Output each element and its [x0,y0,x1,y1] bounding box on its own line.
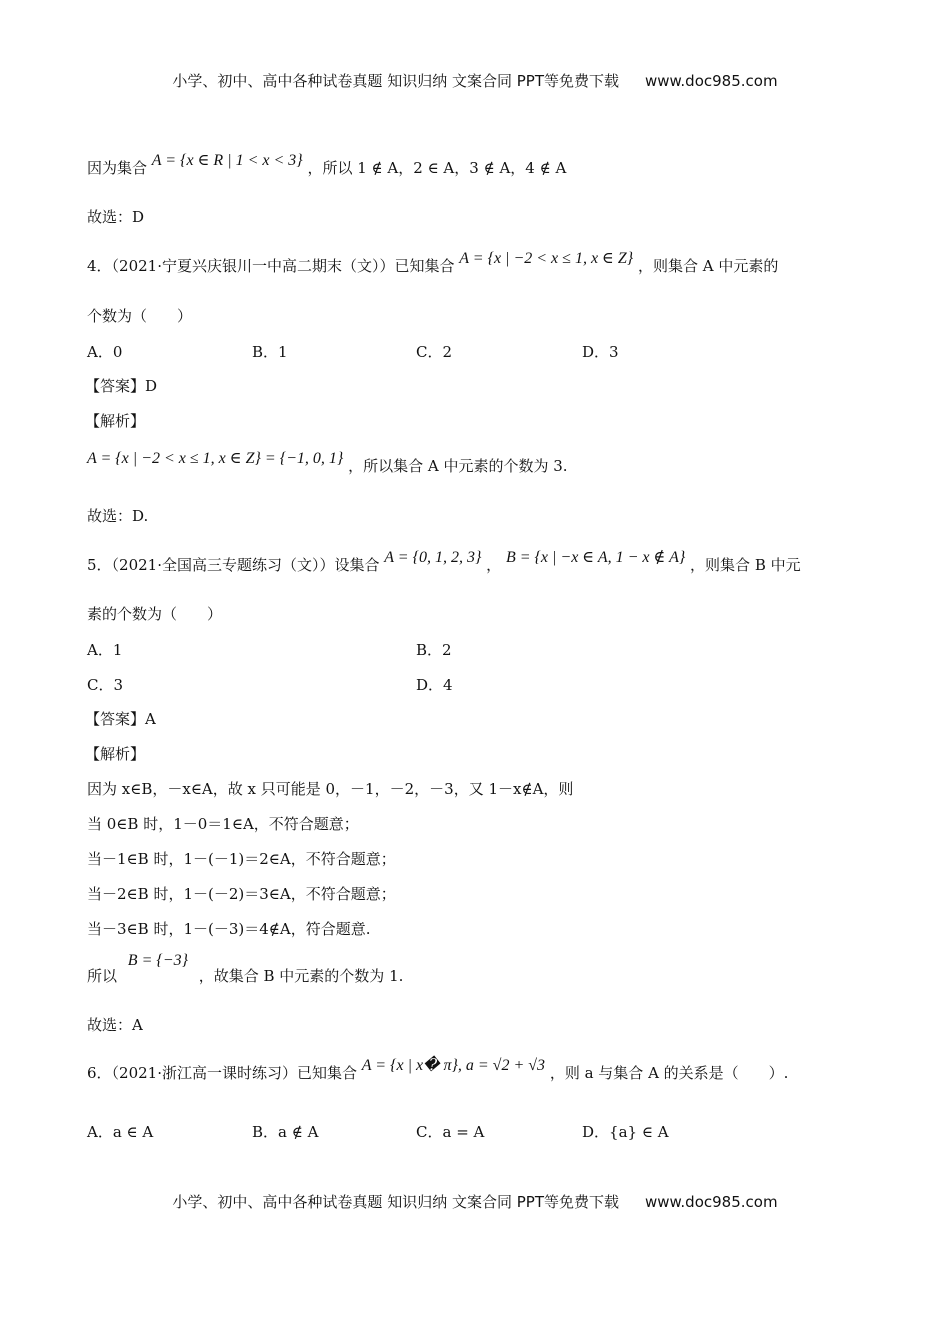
page-footer [0,1191,950,1212]
q5-analysis-line: 当－1∈B 时，1－(－1)＝2∈A，不符合题意； [87,850,396,868]
q4-choice: 故选：D. [87,507,149,525]
text: 4．（2021·宁夏兴庆银川一中高二期末（文））已知集合 [87,257,455,275]
set-formula: A = {x ∈ R | 1 < x < 3} [151,152,303,169]
text: 因为集合 [87,159,148,177]
set-formula: B = {−3} [127,952,188,969]
text: ，所以集合 A 中元素的个数为 3. [348,457,568,475]
header-text: 小学、初中、高中各种试卷真题 知识归纳 文案合同 PPT等免费下载 [172,72,619,90]
text: ，则集合 B 中元 [690,556,801,574]
text: ，则 a 与集合 A 的关系是（ ）. [549,1064,789,1082]
q3-explanation-line [87,152,567,179]
text: 6．（2021·浙江高一课时练习）已知集合 [87,1064,357,1082]
text: ， [486,556,502,574]
q6-option-a: A．a ∈ A [87,1123,154,1141]
page-header [0,70,950,91]
text: ，所以 1 ∉ A，2 ∈ A，3 ∉ A，4 ∉ A [307,159,567,177]
q6-option-c: C．a = A [416,1123,485,1141]
q3-choice: 故选：D [87,208,145,226]
q6-option-b: B．a ∉ A [252,1123,319,1141]
q4-analysis [87,450,568,477]
text: 所以 [87,967,118,985]
set-formula: A = {x | −2 < x ≤ 1, x ∈ Z} = {−1, 0, 1} [87,450,344,467]
q5-option-b: B．2 [416,641,452,659]
q5-analysis-line: 当－3∈B 时，1－(－3)＝4∉A，符合题意. [87,920,371,938]
q4-option-a: A．0 [87,343,123,361]
footer-text: 小学、初中、高中各种试卷真题 知识归纳 文案合同 PPT等免费下载 [172,1193,619,1211]
text: ，故集合 B 中元素的个数为 1. [198,967,404,985]
q5-stem-line2: 素的个数为（ ） [87,605,223,623]
q5-option-d: D．4 [416,676,453,694]
set-formula-b: B = {x | −x ∈ A, 1 − x ∉ A} [505,549,686,566]
q4-stem-line2: 个数为（ ） [87,307,193,325]
q5-analysis-label: 【解析】 [85,745,146,763]
text: 5．（2021·全国高三专题练习（文））设集合 [87,556,380,574]
q5-conclusion [87,952,404,987]
q5-option-c: C．3 [87,676,124,694]
set-formula: A = {x | −2 < x ≤ 1, x ∈ Z} [459,250,634,267]
q6-option-d: D．{a} ∈ A [582,1123,669,1141]
q4-option-c: C．2 [416,343,453,361]
q5-choice: 故选：A [87,1016,143,1034]
header-url: www.doc985.com [644,72,778,90]
q4-option-b: B．1 [252,343,288,361]
q5-answer: 【答案】A [85,710,156,728]
q4-answer: 【答案】D [85,377,158,395]
footer-url: www.doc985.com [644,1193,778,1211]
text: ，则集合 A 中元素的 [637,257,779,275]
q5-stem [87,549,801,576]
q6-stem [87,1057,789,1084]
q5-analysis-line: 当 0∈B 时，1－0＝1∈A，不符合题意； [87,815,359,833]
q5-analysis-line: 当－2∈B 时，1－(－2)＝3∈A，不符合题意； [87,885,396,903]
q5-option-a: A．1 [87,641,123,659]
q5-analysis-line: 因为 x∈B，－x∈A，故 x 只可能是 0，－1，－2，－3，又 1－x∉A，则 [87,780,574,798]
q4-stem [87,250,779,277]
q4-analysis-label: 【解析】 [85,412,146,430]
set-formula-a: A = {0, 1, 2, 3} [384,549,482,566]
set-formula: A = {x | x� π}, a = √2 + √3 [361,1057,546,1074]
q4-option-d: D．3 [582,343,619,361]
